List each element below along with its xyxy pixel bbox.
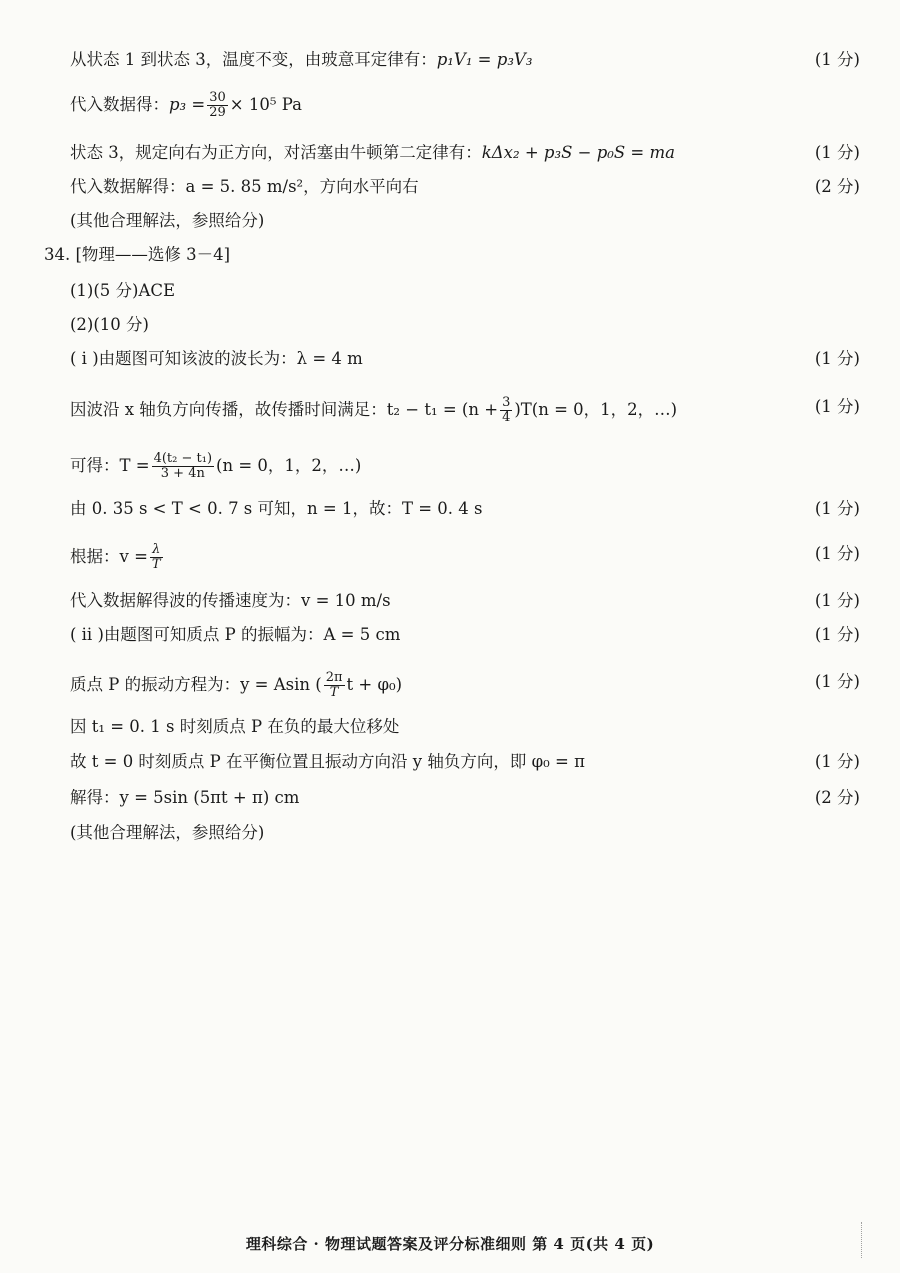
solution-line: 代入数据解得波的传播速度为：v = 10 m/s (1 分)	[70, 591, 860, 610]
page-footer: 理科综合 · 物理试题答案及评分标准细则 第 4 页(共 4 页)	[245, 1235, 655, 1253]
question-heading: 34. [物理——选修 3－4]	[44, 245, 231, 264]
solution-line: 因波沿 x 轴负方向传播，故传播时间满足：t₂ − t₁ = (n + $\frac{3}{4}$ )T(n = 0，1，2，…) (1 分)	[70, 395, 860, 425]
solution-line: ( ⅰ )由题图可知该波的波长为：λ = 4 m (1 分)	[70, 349, 860, 368]
score: (1 分)	[814, 752, 860, 771]
solution-line: 故 t = 0 时刻质点 P 在平衡位置且振动方向沿 y 轴负方向，即 φ₀ = π (1 分)	[70, 752, 860, 771]
solution-line: 由 0. 35 s < T < 0. 7 s 可知，n = 1，故：T = 0. 4 s (1 分)	[70, 499, 860, 518]
solution-line: 代入数据得：p₃ = $\frac{30}{29}$ × 10⁵ Pa	[70, 90, 302, 120]
score: (1 分)	[814, 349, 860, 368]
score: (2 分)	[814, 788, 860, 807]
fraction: $\frac{\lambda}{T}$	[151, 542, 161, 572]
score: (1 分)	[814, 544, 860, 563]
fraction: $\frac{\text{4(t₂ − t₁)}}{3 + 4n}$	[153, 451, 213, 481]
score: (1 分)	[814, 591, 860, 610]
score: (1 分)	[814, 143, 860, 162]
solution-line: 代入数据解得：a = 5. 85 m/s²，方向水平向右 (2 分)	[70, 177, 860, 196]
fraction: $\frac{2\pi}{T}$	[325, 670, 343, 700]
solution-line: 质点 P 的振动方程为：y = Asin ( $\frac{2\pi}{T}$ t + φ₀) (1 分)	[70, 670, 860, 700]
score: (1 分)	[814, 625, 860, 644]
newton-formula: kΔx₂ + p₃S − p₀S = ma	[481, 143, 675, 162]
solution-line: 根据：v = $\frac{\lambda}{T}$ (1 分)	[70, 542, 860, 572]
boyle-formula: p₁V₁ = p₃V₃	[436, 50, 533, 69]
solution-line: (1)(5 分)ACE	[70, 281, 176, 300]
fraction: $\frac{30}{29}$	[209, 90, 226, 120]
solution-line: (其他合理解法，参照给分)	[70, 823, 265, 842]
score: (1 分)	[814, 50, 860, 69]
solution-line: 可得：T = $\frac{\text{4(t₂ − t₁)}}{3 + 4n}$ (n = 0，1，2，…)	[70, 451, 362, 481]
solution-line: 因 t₁ = 0. 1 s 时刻质点 P 在负的最大位移处	[70, 717, 400, 736]
score: (1 分)	[814, 499, 860, 518]
score: (1 分)	[814, 672, 860, 691]
solution-line: 解得：y = 5sin (5πt + π) cm (2 分)	[70, 788, 860, 807]
solution-line: ( ⅱ )由题图可知质点 P 的振幅为：A = 5 cm (1 分)	[70, 625, 860, 644]
scan-edge-mark	[861, 1222, 872, 1258]
solution-line: 状态 3，规定向右为正方向，对活塞由牛顿第二定律有：kΔx₂ + p₃S − p₀S = ma (1 分)	[70, 143, 860, 162]
solution-line: 从状态 1 到状态 3，温度不变，由玻意耳定律有：p₁V₁ = p₃V₃ (1 分)	[70, 50, 860, 69]
score: (1 分)	[814, 397, 860, 416]
fraction: $\frac{3}{4}$	[502, 395, 511, 425]
solution-line: (其他合理解法，参照给分)	[70, 211, 265, 230]
score: (2 分)	[814, 177, 860, 196]
solution-line: (2)(10 分)	[70, 315, 149, 334]
